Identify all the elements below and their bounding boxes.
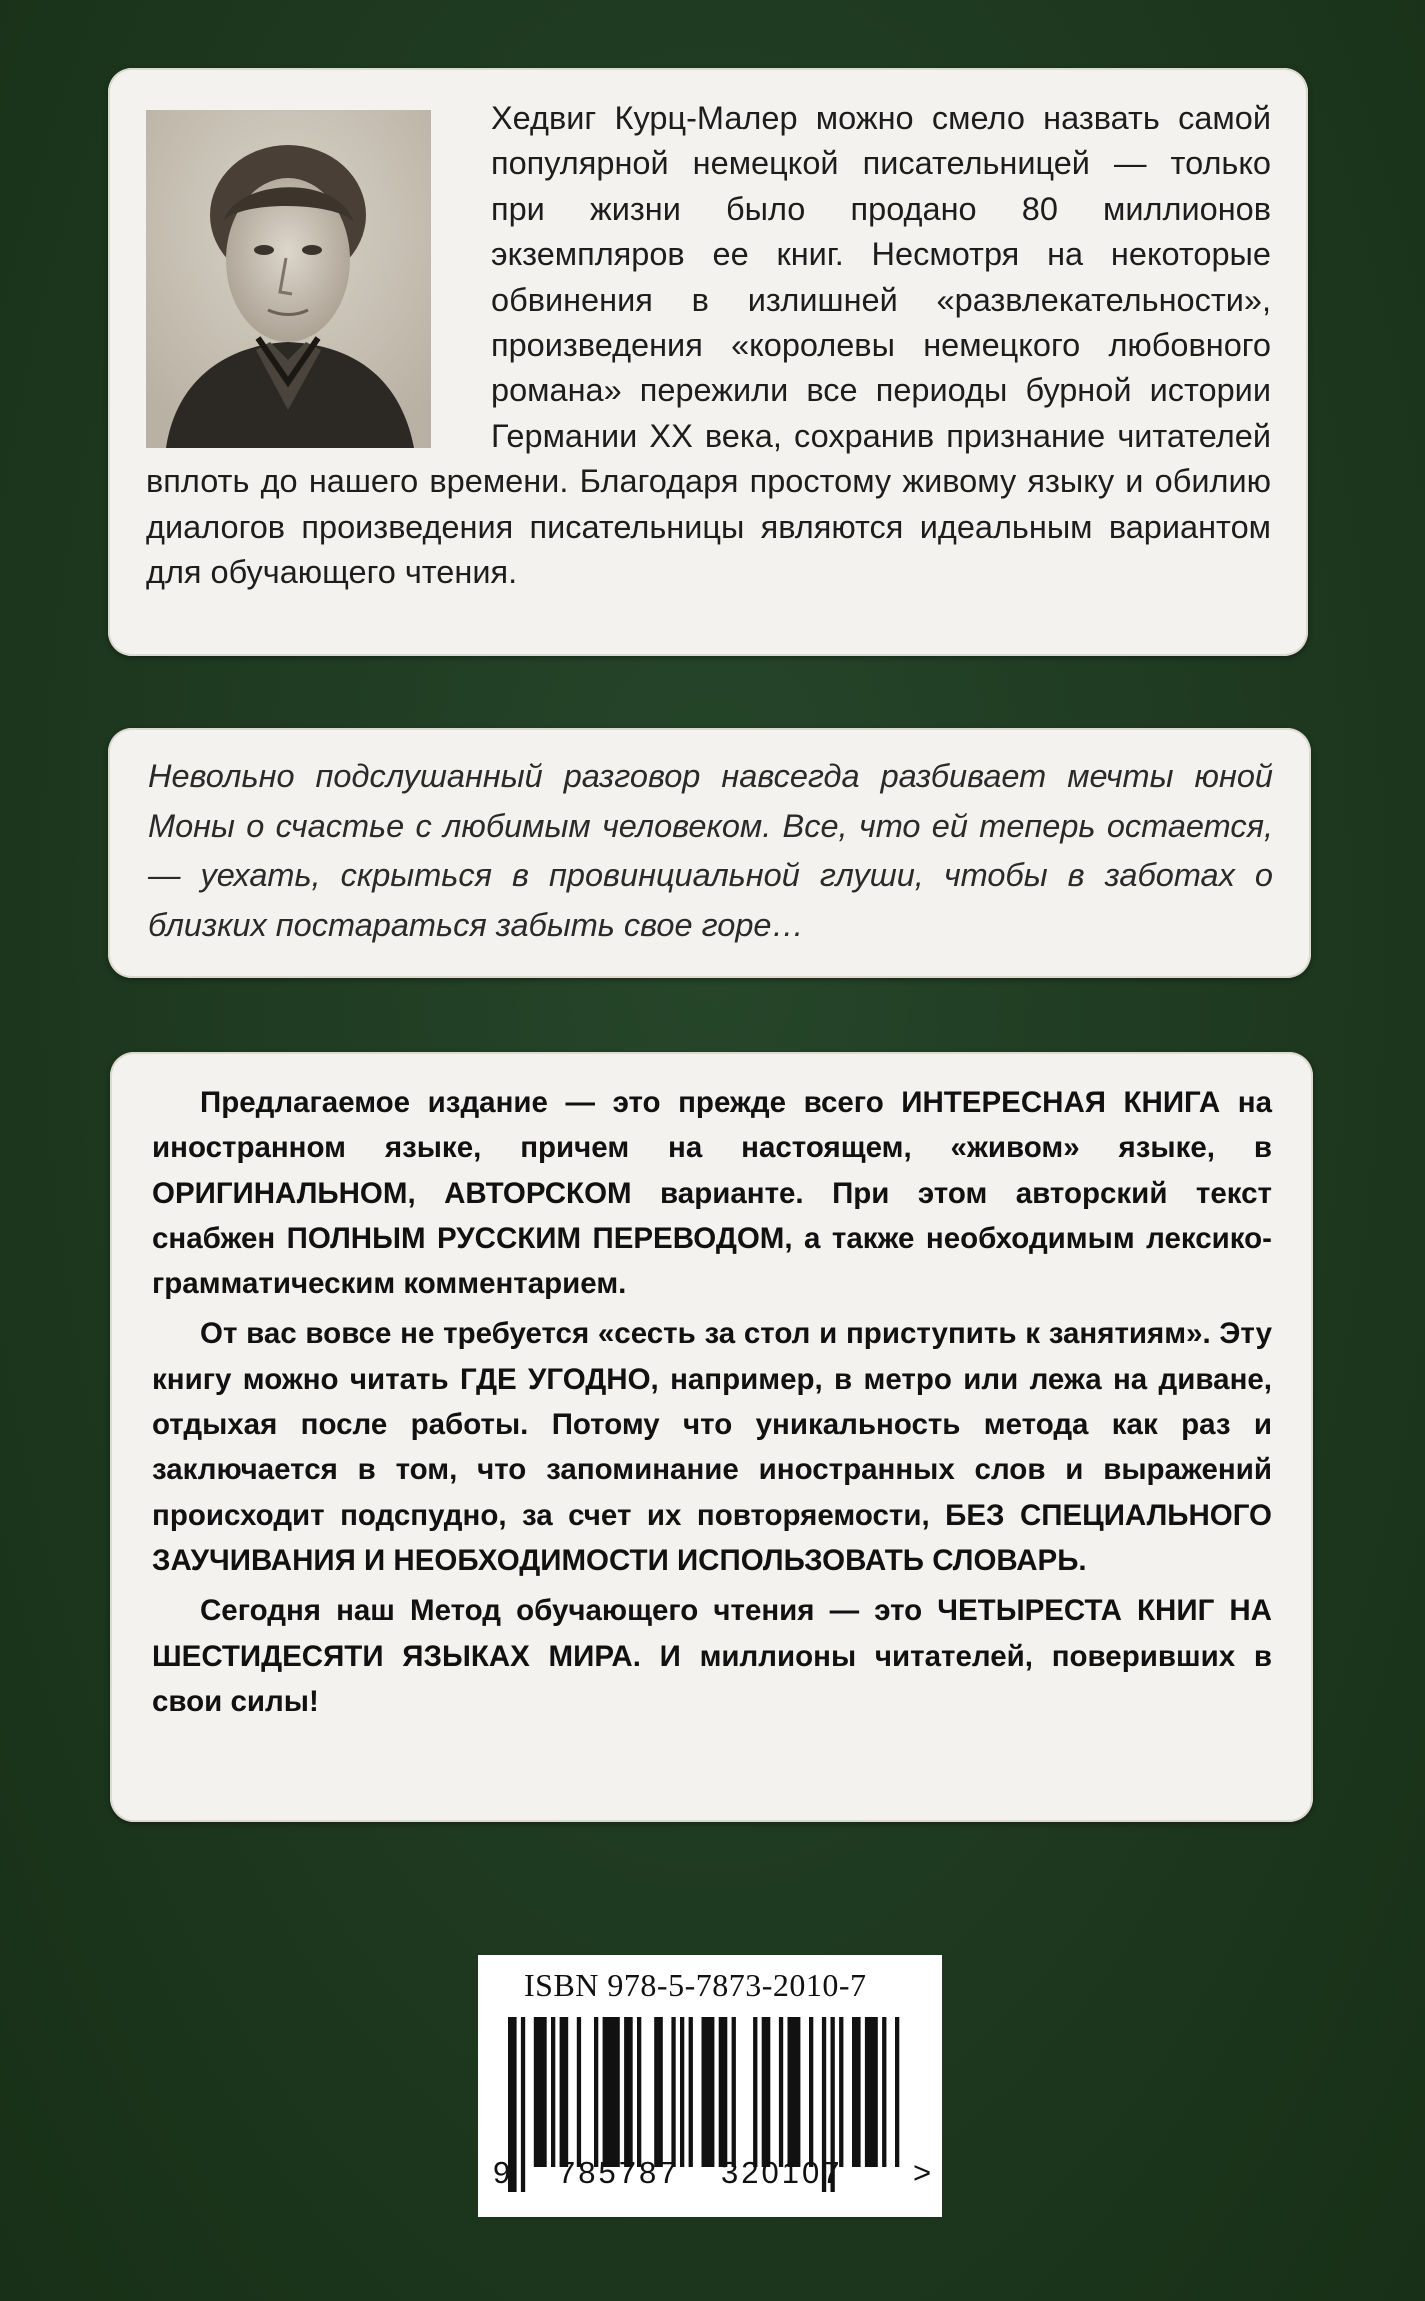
method-paragraph-2: От вас вовсе не требуется «сесть за стол и приступить к занятиям». Эту книгу можно читать ГДЕ УГОДНО, например, в метро или лежа на диване, отдыхая после работы. Потому что уникальность метода как раз и заключается в том, что запоминание иностранных слов и выражений происходит подспудно, за счет их повторяемости, БЕЗ СПЕЦИАЛЬНОГО ЗАУЧИВАНИЯ И НЕОБХОДИМОСТИ ИСПОЛЬЗОВАТЬ СЛОВАРЬ. (152, 1317, 1272, 1577)
barcode-bar (762, 2017, 771, 2167)
barcode-bar (680, 2017, 684, 2167)
barcode-bar (560, 2017, 569, 2167)
barcode-bar (534, 2017, 547, 2167)
barcode-digits-left: 785787 (558, 2155, 680, 2190)
method-paragraph-3: Сегодня наш Метод обучающего чтения — это ЧЕТЫРЕСТА КНИГ НА ШЕСТИДЕСЯТИ ЯЗЫКАХ МИРА. И миллионы читателей, поверивших в свои силы! (152, 1594, 1272, 1718)
barcode-bar (882, 2017, 886, 2167)
barcode-bar (624, 2017, 633, 2167)
barcode-bar (671, 2017, 675, 2167)
barcode-digits-right: 320107 (721, 2155, 843, 2190)
barcode-bar (551, 2017, 555, 2167)
book-annotation: Невольно подслушанный разговор навсегда разбивает мечты юной Моны о счастье с любимым человеком. Все, что ей теперь остается, — уехать, скрыться в провинциальной глуши, чтобы в заботах о близких постараться забыть свое горе… (148, 758, 1273, 943)
barcode-bar (654, 2017, 663, 2167)
barcode-bar (594, 2017, 598, 2167)
barcode-bar (753, 2017, 757, 2167)
method-paragraph-1: Предлагаемое издание — это прежде всего ИНТЕРЕСНАЯ КНИГА на иностранном языке, причем на настоящем, «живом» языке, в ОРИГИНАЛЬНОМ, АВТОРСКОМ варианте. При этом авторский текст снабжен ПОЛНЫМ РУССКИМ ПЕРЕВОДОМ, а также необходимым лексико-грамматическим комментарием. (152, 1086, 1272, 1301)
barcode-bar (637, 2017, 641, 2167)
method-description (152, 1080, 1272, 1724)
barcode-digit-first: 9 (493, 2155, 511, 2190)
barcode-bar (839, 2017, 843, 2167)
isbn-barcode (478, 1955, 942, 2217)
barcode-bar (689, 2017, 693, 2167)
barcode-bar (809, 2017, 813, 2167)
isbn-number: ISBN 978-5-7873-2010-7 (524, 1967, 867, 2003)
annotation-panel (108, 728, 1311, 978)
barcode-bar (702, 2017, 715, 2167)
barcode-bar (732, 2017, 736, 2167)
barcode-bar (577, 2017, 581, 2167)
barcode-bar (852, 2017, 861, 2167)
method-panel (110, 1052, 1313, 1822)
barcode-bar (719, 2017, 728, 2167)
barcode-bar (895, 2017, 899, 2167)
barcode-bar (779, 2017, 783, 2167)
barcode-bar (788, 2017, 801, 2167)
barcode-arrow: > (913, 2155, 932, 2190)
author-bio: Хедвиг Курц-Малер можно смело назвать самой популярной немецкой писательницей — только при жизни было продано 80 миллионов экземпляров ее книг. Несмотря на некоторые обвинения в излишней «развлекательности», произведения «королевы немецкого любовного романа» пережили все периоды бурной истории Германии XX века, сохранив признание читателей вплоть до нашего времени. Благодаря простому живому языку и обилию диалогов произведения писательницы являются идеальным вариантом для обучающего чтения. (146, 100, 1271, 591)
barcode-bar (865, 2017, 878, 2167)
barcode-bar (603, 2017, 620, 2167)
author-panel (108, 68, 1308, 656)
barcode-bar (521, 2017, 525, 2192)
